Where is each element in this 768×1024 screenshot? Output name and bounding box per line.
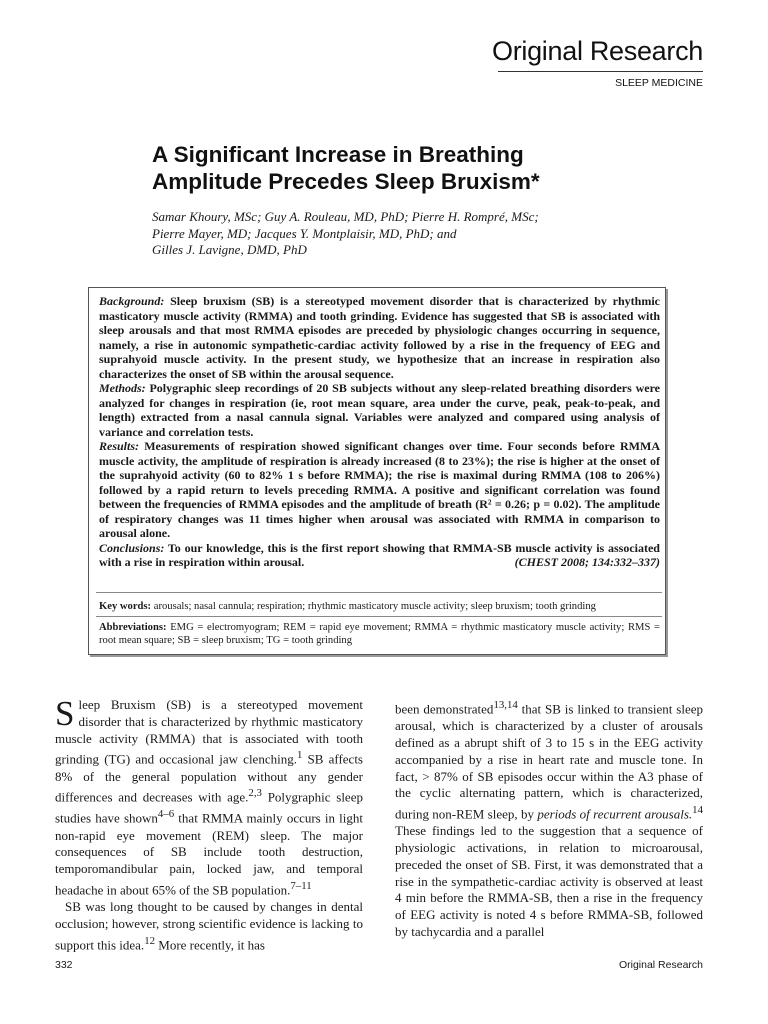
keywords-text: arousals; nasal cannula; respiration; rhythmic masticatory muscle activity; sleep bruxism; tooth grinding	[153, 601, 596, 612]
background-text: Sleep bruxism (SB) is a stereotyped movement disorder that is characterized by rhythmic masticatory muscle activity (RMMA) and tooth grinding. Evidence has suggested that SB is associated with sleep arousals and that most RMMA episodes are preceded by physiologic changes occurring in sequence, namely, a rise in autonomic sympathetic-cardiac activity followed by a rise in the frequency of EEG and suprahyoid muscle activity. In the present study, we hypothesize that an increase in respiration also characterizes the onset of SB within the arousal sequence.	[99, 294, 661, 381]
text-run: that SB is linked to transient sleep arousal, which is characterized by a cluster of arousals defined as a abrupt shift of 3 to 15 s in the EEG activity accompanied by a rise in heart rate and muscle tone. In fact, > 87% of SB episodes occur within the A3 phase of the cyclic alternating pattern, which is characterized, during non-REM sleep, by	[395, 701, 703, 822]
reference: 7–11	[290, 879, 312, 892]
background-label: Background:	[99, 294, 165, 308]
keywords-label: Key words:	[99, 601, 152, 612]
intro-paragraph-2	[55, 899, 363, 954]
authors-line-2: Pierre Mayer, MD; Jacques Y. Montplaisir, MD, PhD; and	[152, 225, 457, 241]
drop-cap: S	[55, 694, 75, 733]
abstract	[99, 294, 660, 570]
methods-text: Polygraphic sleep recordings of 20 SB subjects without any sleep-related breathing disorders were analyzed for changes in respiration (ie, root mean square, area under the curve, peak, peak-to-peak, and length) extracted from a nasal cannula signal. Variables were analyzed and compared using analysis of variance and correlation tests.	[99, 381, 661, 439]
text-run: More recently, it has	[155, 937, 265, 952]
results-text: Measurements of respiration showed significant changes over time. Four seconds before RMMA muscle activity, the amplitude of respiration is already increased (8 to 23%); the rise is higher at the onset of the suprahyoid activity (60 to 82% 1 s before RMMA); the rise is maximal during RMMA (108 to 206%) followed by a rapid return to levels preceding RMMA. A positive and significant correlation was found between the frequencies of RMMA episodes and the amplitude of breath (R² = 0.26; p = 0.02). The amplitude of respiratory changes was 11 times higher when arousal was associated with RMMA in comparison to arousal alone.	[99, 439, 661, 540]
authors-line-1: Samar Khoury, MSc; Guy A. Rouleau, MD, PhD; Pierre H. Rompré, MSc;	[152, 209, 539, 224]
authors-line-3: Gilles J. Lavigne, DMD, PhD	[152, 242, 307, 257]
body-column-right	[395, 697, 703, 941]
abstract-methods	[99, 381, 660, 439]
keywords-divider	[96, 592, 662, 593]
page-number: 332	[55, 959, 73, 971]
abbrev-label: Abbreviations:	[99, 622, 167, 633]
abstract-conclusions	[99, 541, 660, 570]
methods-label: Methods:	[99, 381, 146, 395]
reference: 12	[144, 934, 156, 947]
text-run: Polygraphic sleep studies have shown	[55, 789, 363, 826]
intro-paragraph-1	[55, 694, 363, 899]
citation: (CHEST 2008; 134:332–337)	[514, 555, 660, 569]
reference: 14	[692, 804, 703, 817]
reference: 1	[296, 749, 303, 762]
body-column-left	[55, 694, 363, 954]
results-label: Results:	[99, 439, 140, 453]
keywords	[99, 600, 660, 613]
text-run: SB affects 8% of the general population without any gender differences and decreases with age.	[55, 751, 363, 805]
text-run: SB was long thought to be caused by changes in dental occlusion; however, strong scientific evidence is lacking to support this idea.	[55, 899, 363, 952]
author-list	[152, 209, 672, 259]
article-title	[152, 141, 622, 195]
abbreviations-divider	[96, 616, 662, 617]
header-divider	[498, 71, 703, 72]
intro-paragraph-2-continued	[395, 697, 703, 941]
abbrev-text: EMG = electromyogram; REM = rapid eye movement; RMMA = rhythmic masticatory muscle activity; RMS = root mean square; SB = sleep bruxism; TG = tooth grinding	[99, 622, 660, 646]
footer-section-label: Original Research	[618, 959, 703, 971]
reference: 2,3	[248, 787, 262, 800]
reference: 13,14	[493, 699, 518, 711]
abstract-results	[99, 439, 660, 541]
conclusions-label: Conclusions:	[99, 540, 165, 555]
conclusions-text: To our knowledge, this is the first report showing that RMMA-SB muscle activity is associated with a rise in respiration within arousal.	[99, 540, 660, 569]
text-run: These findings led to the suggestion that a sequence of physiologic activations, in relation to microarousal, preceded the onset of SB. First, it was demonstrated that a rise in the sympathetic-cardiac activity is observed at least 4 min before the RMMA-SB, then a rise in the frequency of EEG activity is noted 4 s before RMMA-SB, followed by tachycardia and a parallel	[395, 823, 703, 940]
journal-subsection: SLEEP MEDICINE	[615, 77, 703, 89]
title-line-1: A Significant Increase in Breathing	[152, 142, 524, 167]
emphasis-text: periods of recurrent arousals.	[537, 806, 693, 822]
title-line-2: Amplitude Precedes Sleep Bruxism*	[152, 169, 540, 194]
text-run: that RMMA mainly occurs in light non-rapid eye movement (REM) sleep. The major consequences of SB include tooth destruction, temporomandibular pain, locked jaw, and temporal headache in about 65% of the SB population.	[55, 810, 363, 898]
abbreviations	[99, 622, 660, 647]
abstract-background	[99, 294, 660, 381]
text-run: been demonstrated	[395, 701, 494, 717]
journal-section-title: Original Research	[492, 36, 703, 66]
text-run: leep Bruxism (SB) is a stereotyped movement disorder that is characterized by rhythmic masticatory muscle activity (RMMA) that is associated with tooth grinding (TG) and occasional jaw clenching.	[55, 697, 363, 767]
reference: 4–6	[157, 808, 175, 821]
